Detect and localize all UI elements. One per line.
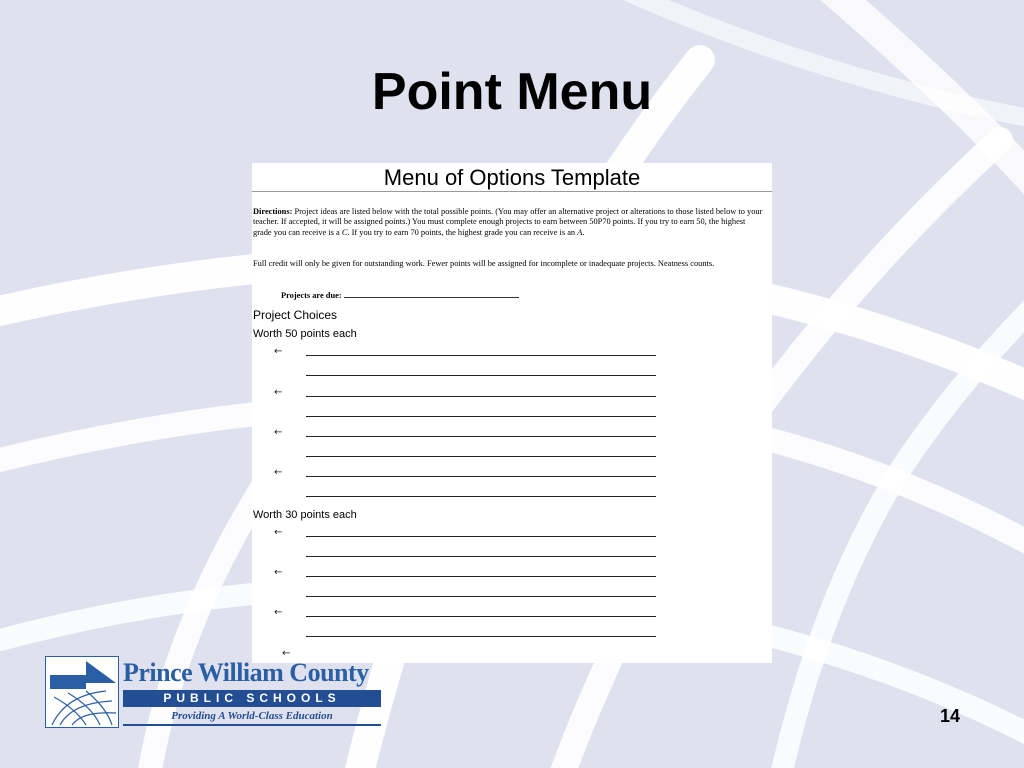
bullet-arrow-icon: ← (274, 567, 283, 578)
slide-title: Point Menu (371, 63, 653, 121)
answer-blank[interactable] (306, 596, 656, 597)
bullet-arrow-icon: ← (274, 387, 283, 398)
pwcs-logo (45, 656, 383, 728)
bullet-arrow-icon: ← (274, 346, 283, 357)
logo-tagline: Providing A World-Class Education (123, 708, 381, 726)
globe-icon (45, 656, 119, 728)
answer-blank[interactable] (306, 576, 656, 577)
credit-paragraph: Full credit will only be given for outstanding work. Fewer points will be assigned for incomplete or inadequate projects. Neatness counts. (253, 259, 715, 268)
logo-name: Prince William County (123, 658, 369, 687)
project-choices-heading: Project Choices (253, 308, 338, 322)
bullet-arrow-icon: ← (274, 607, 283, 618)
directions-period: . (582, 227, 585, 237)
answer-blank[interactable] (306, 436, 656, 437)
group-30-heading: Worth 30 points each (253, 509, 357, 521)
directions-text-2: . If you try to earn 70 points, the highest grade you can receive is an (347, 227, 578, 237)
directions-text: Project ideas are listed below with the total possible points. (You may offer an alternative project or alterations to those listed below to your teacher. If accepted, it will be assigned points.) You must complete enough projects to earn between 50P70 points. If you try to earn 50, the highest grade you can receive is a (253, 207, 763, 237)
answer-blank[interactable] (306, 396, 656, 397)
answer-blank[interactable] (306, 476, 656, 477)
bullet-arrow-icon: ← (274, 467, 283, 478)
due-date-blank[interactable] (344, 291, 519, 298)
bullet-arrow-icon: ← (282, 648, 291, 659)
grade-c: C (341, 227, 348, 237)
due-label: Projects are due: (281, 291, 342, 300)
answer-blank[interactable] (306, 375, 656, 376)
answer-blank[interactable] (306, 416, 656, 417)
page-number: 14 (939, 706, 961, 726)
bullet-arrow-icon: ← (274, 427, 283, 438)
bullet-arrow-icon: ← (274, 527, 283, 538)
group-50-heading: Worth 50 points each (253, 328, 357, 340)
due-date-line (281, 291, 519, 300)
document-title: Menu of Options Template (252, 163, 772, 192)
logo-schools: PUBLIC SCHOOLS (123, 690, 381, 707)
directions-paragraph (252, 207, 772, 238)
answer-blank[interactable] (306, 616, 656, 617)
answer-blank[interactable] (306, 496, 656, 497)
grade-a: A (577, 227, 583, 237)
answer-blank[interactable] (306, 355, 656, 356)
answer-blank[interactable] (306, 636, 656, 637)
answer-blank[interactable] (306, 456, 656, 457)
directions-label: Directions: (253, 207, 293, 216)
answer-blank[interactable] (306, 536, 656, 537)
answer-blank[interactable] (306, 556, 656, 557)
document-page (252, 163, 772, 663)
